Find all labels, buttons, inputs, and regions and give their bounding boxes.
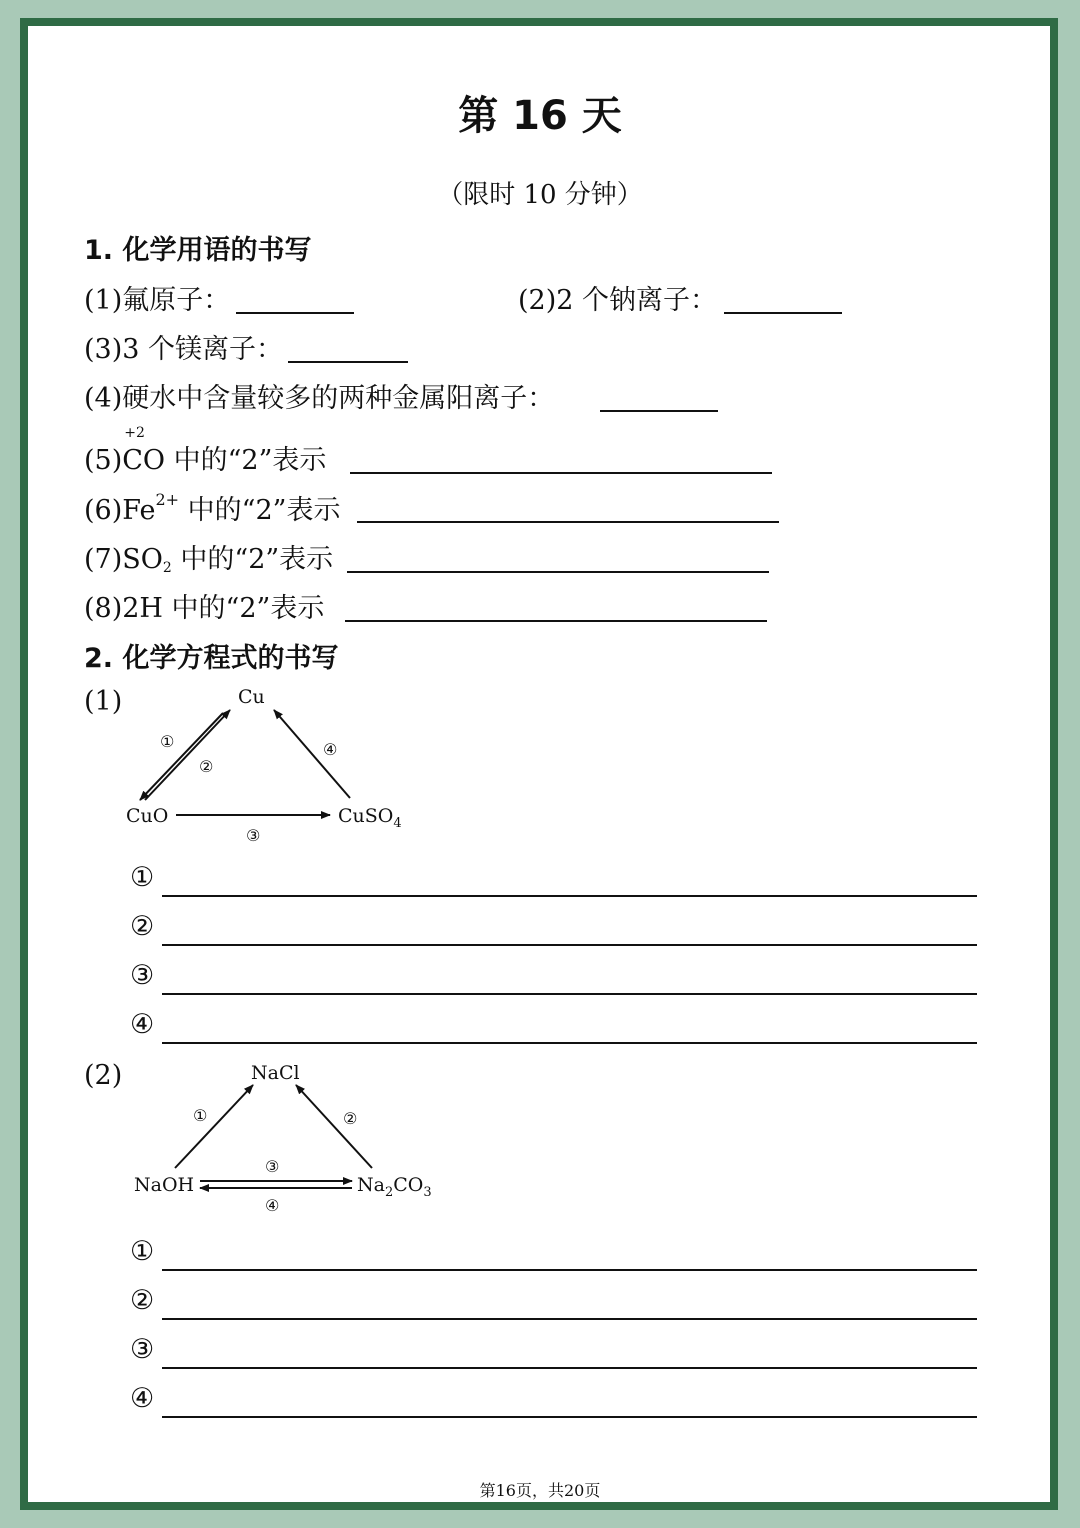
page-title: 第 16 天 <box>458 93 622 139</box>
cuo-label: CuO <box>126 805 169 827</box>
equation-line-2-2[interactable] <box>162 1318 977 1320</box>
q6-charge: 2+ <box>155 490 180 509</box>
d2-number-1: ① <box>193 1106 208 1125</box>
answer-label-2-1: ① <box>130 1236 155 1267</box>
equation-line-1-1[interactable] <box>162 895 977 897</box>
arrow-2-number: ② <box>199 757 214 776</box>
q6-suffix: 中的“2”表示 <box>179 495 341 526</box>
d2-number-4: ④ <box>265 1196 280 1215</box>
q5-suffix: 中的“2”表示 <box>165 445 327 476</box>
naoh-label: NaOH <box>134 1174 195 1196</box>
section-1-heading: 1. 化学用语的书写 <box>84 235 312 266</box>
equation-line-1-3[interactable] <box>162 993 977 995</box>
question-1-1: (1)氟原子： <box>84 285 231 316</box>
equation-line-2-3[interactable] <box>162 1367 977 1369</box>
arrow-3-number: ③ <box>246 826 261 845</box>
valence-mark: +2 <box>124 425 145 441</box>
arrow-na2co3-nacl <box>296 1085 372 1168</box>
answer-label-2-3: ③ <box>130 1334 155 1365</box>
answer-label-1-3: ③ <box>130 960 155 991</box>
nacl-label: NaCl <box>251 1062 300 1084</box>
arrow-4-number: ④ <box>323 740 338 759</box>
arrow-naoh-nacl <box>175 1085 253 1168</box>
cu-label: Cu <box>238 686 265 708</box>
answer-label-1-2: ② <box>130 911 155 942</box>
equation-line-1-4[interactable] <box>162 1042 977 1044</box>
equation-line-2-1[interactable] <box>162 1269 977 1271</box>
question-1-2: (2)2 个钠离子： <box>518 285 718 316</box>
time-limit: （限时 10 分钟） <box>437 180 643 210</box>
section-2-heading: 2. 化学方程式的书写 <box>84 643 339 674</box>
q7-prefix: (7)SO <box>84 544 163 575</box>
equation-line-2-4[interactable] <box>162 1416 977 1418</box>
arrow-1-number: ① <box>160 732 175 751</box>
d2-number-3: ③ <box>265 1157 280 1176</box>
equation-line-1-2[interactable] <box>162 944 977 946</box>
cuso4-label: CuSO$_4$ <box>338 805 402 831</box>
q7-suffix: 中的“2”表示 <box>171 544 334 575</box>
na2co3-label: $Na_2CO_3$ <box>357 1174 432 1200</box>
answer-label-1-4: ④ <box>130 1009 155 1040</box>
question-1-3: (3)3 个镁离子： <box>84 334 284 365</box>
arrow-4 <box>274 710 350 798</box>
co-text: CO <box>122 445 166 476</box>
page-number: 第16页，共20页 <box>479 1481 601 1500</box>
q6-prefix: (6)Fe <box>84 495 156 526</box>
question-1-8: (8)2H 中的“2”表示 <box>84 593 325 624</box>
answer-label-2-4: ④ <box>130 1383 155 1414</box>
part-1-label: (1) <box>84 686 123 717</box>
answer-label-2-2: ② <box>130 1285 155 1316</box>
answer-label-1-1: ① <box>130 862 155 893</box>
q5-prefix: (5) <box>84 445 123 476</box>
d2-number-2: ② <box>343 1109 358 1128</box>
part-2-label: (2) <box>84 1060 123 1091</box>
question-1-4: (4)硬水中含量较多的两种金属阳离子： <box>84 383 555 414</box>
arrow-1 <box>145 710 230 800</box>
q7-subscript: 2 <box>162 560 172 576</box>
